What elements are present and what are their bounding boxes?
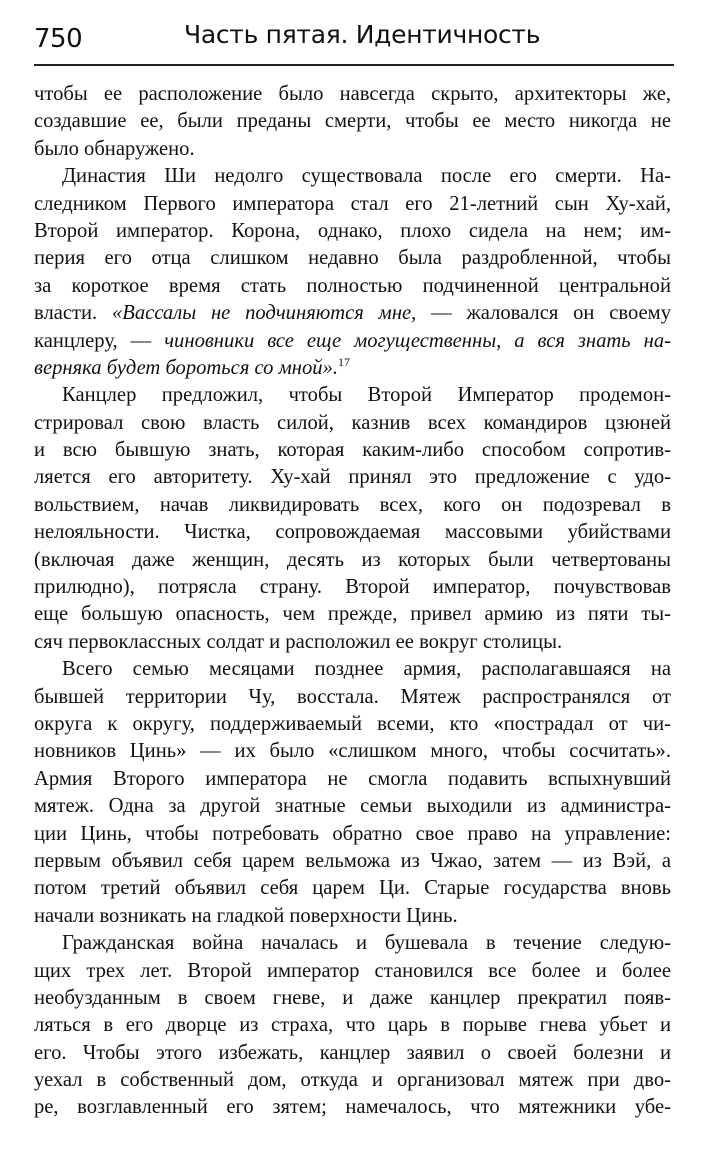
text-line: мятеж. Одна за другой знатные семьи выходили из администра-: [34, 795, 671, 818]
text-line: ре, возглавленный его зятем; намечалось, что мятежники убе-: [34, 1096, 671, 1119]
footnote-marker: 17: [338, 354, 351, 369]
text-line: ляться в его дворце из страха, что царь в порыве гнева убьет и: [34, 1014, 671, 1037]
text-line: новников Цинь» — их было «слишком много, чтобы сосчитать».: [34, 740, 671, 763]
text-line: нелояльности. Чистка, сопровождаемая массовыми убийствами: [34, 521, 671, 544]
text-line: Династия Ши недолго существовала после его смерти. На-: [62, 165, 671, 188]
quote-italic: верняка будет бороться со мной».: [34, 356, 339, 379]
text-line: было обнаружено.: [34, 137, 195, 160]
text-line: начали возникать на гладкой поверхности Цинь.: [34, 904, 458, 927]
quote-italic: чиновники все еще могущественны, а вся знать на-: [164, 329, 672, 352]
text-line: [34, 355, 671, 382]
text-run: канцлеру, —: [34, 329, 165, 352]
text-line: округа к округу, поддерживаемый всеми, кто «пострадал от чи-: [34, 712, 671, 735]
text-line: необузданным в своем гневе, и даже канцлер прекратил появ-: [34, 986, 671, 1009]
text-line: перия его отца слишком недавно была раздробленной, чтобы: [34, 247, 671, 270]
text-line: Гражданская война началась и бушевала в течение следую-: [62, 932, 671, 955]
text-line: вольствием, начав ликвидировать всех, кого он подозревал в: [34, 493, 671, 516]
running-head: Часть пятая. Идентичность: [184, 20, 541, 49]
text-line: Второй император. Корона, однако, плохо сидела на нем; им-: [34, 219, 671, 242]
page-header: [34, 18, 672, 58]
text-run: — жаловался он своему: [416, 302, 671, 325]
text-line: [34, 300, 671, 327]
text-line: сяч первоклассных солдат и расположил ее вокруг столицы.: [34, 630, 563, 653]
text-line: и всю бывшую знать, которая каким-либо способом сопротив-: [34, 439, 671, 462]
text-line: (включая даже женщин, десять из которых были четвертованы: [34, 548, 671, 571]
text-line: еще большую опасность, чем прежде, привел армию из пяти ты-: [34, 603, 671, 626]
page-number: 750: [34, 24, 83, 54]
text-line: прилюдно), потрясла страну. Второй император, почувствовав: [34, 576, 671, 599]
text-line: уехал в собственный дом, откуда и организовал мятеж при дво-: [34, 1069, 671, 1092]
text-line: его. Чтобы этого избежать, канцлер заявил о своей болезни и: [34, 1041, 671, 1064]
text-line: создавшие ее, были преданы смерти, чтобы ее место никогда не: [34, 110, 671, 133]
body-text: [34, 81, 671, 1122]
paragraph-4: [34, 656, 671, 930]
text-line: ции Цинь, чтобы потребовать обратно свое право на управление:: [34, 822, 671, 845]
text-line: бывшей территории Чу, восстала. Мятеж распространялся от: [34, 685, 671, 708]
text-line: ляется его авторитету. Ху-хай принял это предложение с удо-: [34, 466, 671, 489]
text-line: Армия Второго императора не смогла подавить вспыхнувший: [34, 767, 671, 790]
text-line: Всего семью месяцами позднее армия, располагавшаяся на: [62, 658, 671, 681]
text-line: за короткое время стать полностью подчиненной центральной: [34, 274, 671, 297]
text-line: [34, 328, 671, 355]
paragraph-1: [34, 81, 671, 163]
text-run: власти.: [34, 302, 112, 325]
text-line: стрировал свою власть силой, казнив всех командиров цзюней: [34, 411, 671, 434]
paragraph-2: [34, 163, 671, 382]
text-line: чтобы ее расположение было навсегда скрыто, архитекторы же,: [34, 83, 671, 105]
text-line: следником Первого императора стал его 21-летний сын Ху-хай,: [34, 192, 671, 215]
text-line: потом третий объявил себя царем Ци. Старые государства вновь: [34, 877, 671, 900]
text-line: щих трех лет. Второй император становился все более и более: [34, 959, 671, 982]
text-line: первым объявил себя царем вельможа из Чжао, затем — из Вэй, а: [34, 849, 671, 872]
quote-italic: «Вассалы не подчиняются мне,: [112, 302, 417, 325]
paragraph-3: [34, 382, 671, 656]
paragraph-5: [34, 930, 671, 1122]
header-rule: [34, 64, 674, 66]
text-line: Канцлер предложил, чтобы Второй Император продемон-: [62, 384, 671, 407]
